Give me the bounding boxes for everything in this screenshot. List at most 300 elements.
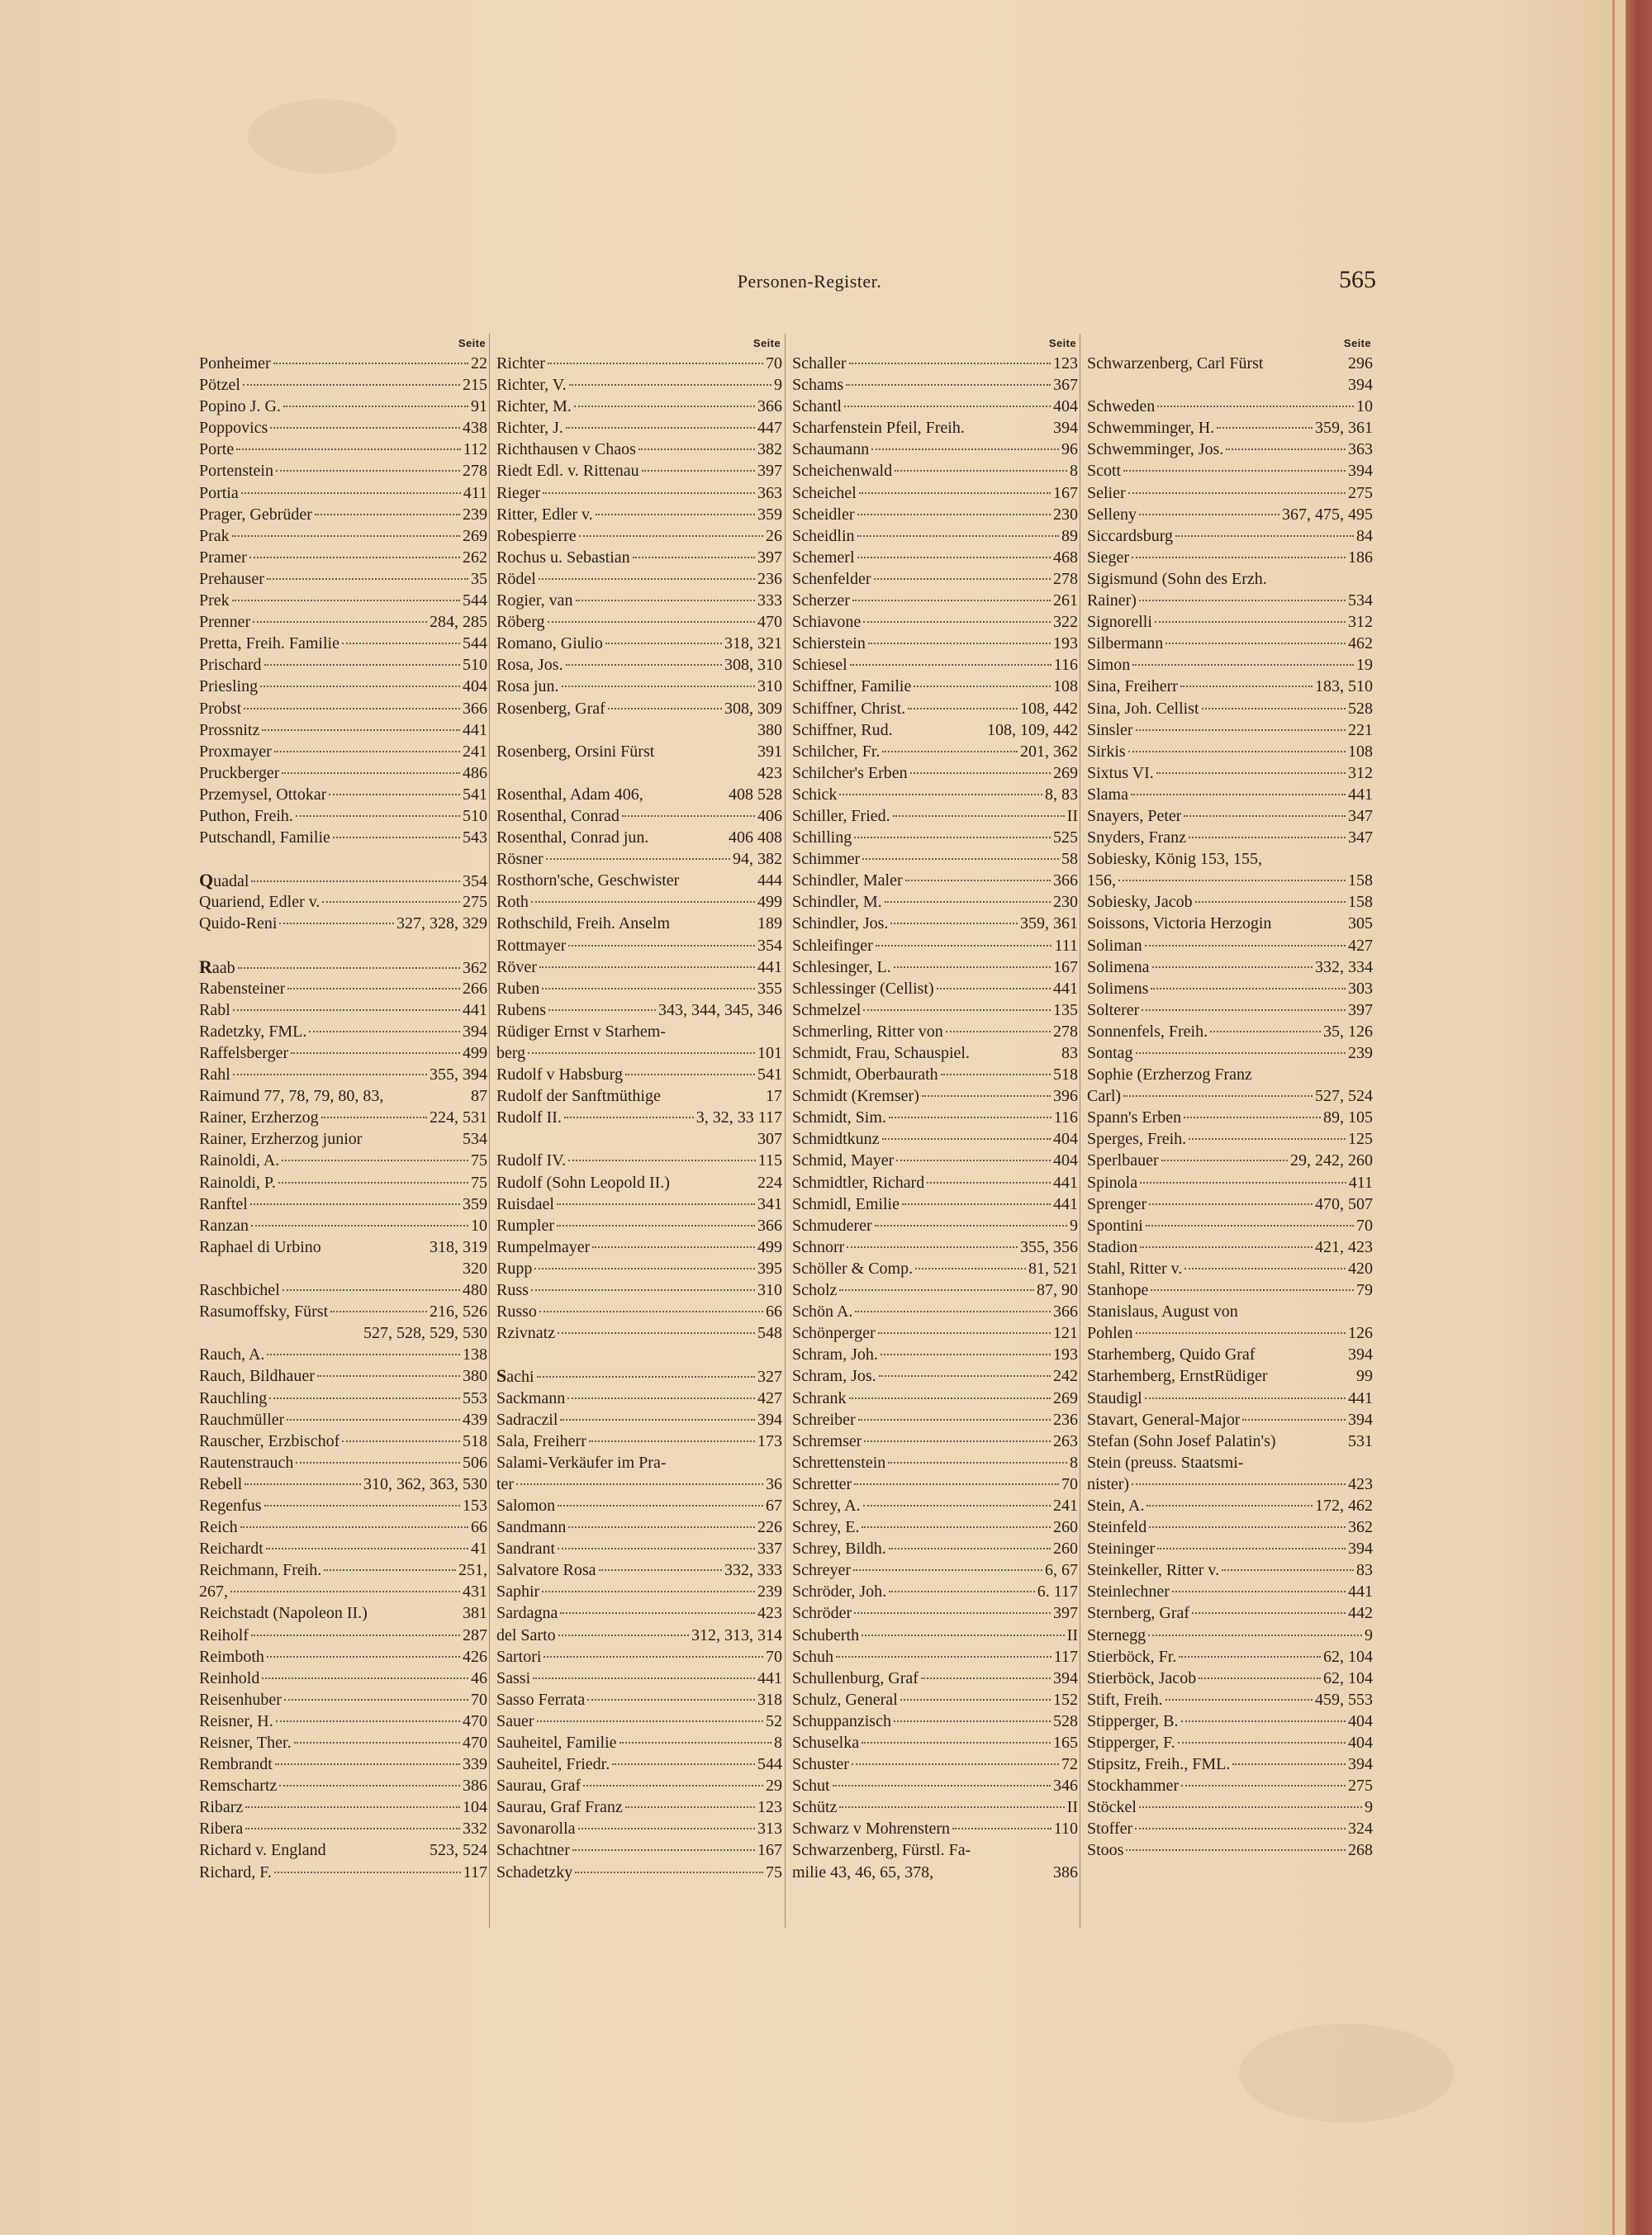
entry-pages: 318, 319 xyxy=(430,1237,487,1256)
dot-leader xyxy=(566,664,722,666)
dot-leader xyxy=(864,1440,1051,1442)
entry-name: nister) xyxy=(1087,1474,1130,1493)
entry-name: Rumpler xyxy=(496,1216,554,1235)
entry-pages: 241 xyxy=(1053,1496,1078,1515)
dot-leader xyxy=(879,1375,1051,1377)
entry-name: Probst xyxy=(199,699,242,718)
running-head: Personen-Register. xyxy=(737,271,882,292)
index-entry xyxy=(496,654,782,676)
index-entry xyxy=(496,1753,782,1775)
index-entry xyxy=(1087,1711,1373,1732)
dot-leader xyxy=(245,1828,460,1829)
index-entry xyxy=(1087,805,1373,827)
dot-leader xyxy=(849,363,1051,364)
entry-pages: 9 xyxy=(1365,1625,1373,1644)
index-entry xyxy=(199,870,487,891)
entry-pages: 441 xyxy=(1053,1194,1078,1213)
entry-pages: 359 xyxy=(463,1194,487,1213)
index-entry xyxy=(496,460,782,482)
entry-name: Sinsler xyxy=(1087,720,1133,739)
index-entry xyxy=(199,1775,487,1796)
entry-pages: 541 xyxy=(463,785,487,804)
entry-name: Rabl xyxy=(199,1000,230,1019)
entry-pages: 87, 90 xyxy=(1037,1281,1078,1300)
entry-pages: 241 xyxy=(463,742,487,761)
entry-name: Remschartz xyxy=(199,1777,278,1796)
entry-name: 267, xyxy=(199,1583,228,1602)
entry-pages: 123 xyxy=(757,1798,782,1817)
dot-leader xyxy=(284,1699,468,1701)
entry-name: Sauer xyxy=(496,1711,534,1730)
index-entry-continuation xyxy=(199,1258,487,1279)
entry-pages: 470 xyxy=(463,1711,487,1730)
entry-pages: 251, xyxy=(458,1561,487,1580)
entry-name: Prek xyxy=(199,591,230,610)
entry-name: Scott xyxy=(1087,462,1122,481)
index-entry xyxy=(792,935,1078,956)
dot-leader xyxy=(1192,1612,1346,1614)
dot-leader xyxy=(1155,621,1346,623)
entry-pages: 104 xyxy=(463,1798,487,1817)
index-entry xyxy=(1087,676,1373,697)
entry-pages: 441 xyxy=(1053,979,1078,998)
entry-pages: 499 xyxy=(757,1237,782,1256)
entry-name: Stavart, General-Major xyxy=(1087,1410,1241,1429)
index-entry xyxy=(199,978,487,999)
entry-pages: 221 xyxy=(1348,720,1373,739)
index-entry xyxy=(496,1711,782,1732)
entry-name: Snayers, Peter xyxy=(1087,806,1182,825)
entry-name: Schilcher, Fr. xyxy=(792,742,881,761)
entry-name: Schmidl, Emilie xyxy=(792,1194,900,1213)
entry-name: Pohlen xyxy=(1087,1324,1133,1343)
entry-name: Solimena xyxy=(1087,957,1150,976)
entry-pages: 441 xyxy=(757,1668,782,1687)
index-entry xyxy=(1087,654,1373,676)
dot-leader xyxy=(589,1440,755,1442)
index-entry xyxy=(1087,1365,1373,1387)
dot-leader xyxy=(863,621,1051,623)
entry-name: Steinkeller, Ritter v. xyxy=(1087,1561,1220,1580)
index-entry xyxy=(792,482,1078,504)
entry-pages: 17 xyxy=(766,1087,782,1106)
page-header xyxy=(0,266,1626,304)
dot-leader xyxy=(287,988,460,989)
entry-name: Scheichenwald xyxy=(792,462,893,481)
entry-pages: 470 xyxy=(463,1734,487,1752)
entry-pages: 186 xyxy=(1348,548,1373,567)
entry-name: Stefan (Sohn Josef Palatin's) xyxy=(1087,1431,1276,1450)
index-entry xyxy=(1087,784,1373,805)
dot-leader xyxy=(264,1505,460,1507)
index-entry xyxy=(199,741,487,762)
entry-name: Schimmer xyxy=(792,850,861,869)
dot-leader xyxy=(1142,1009,1346,1011)
entry-pages: 268 xyxy=(1348,1841,1373,1860)
index-entry xyxy=(792,1388,1078,1409)
entry-pages: 548 xyxy=(757,1324,782,1343)
index-entry xyxy=(199,1452,487,1473)
entry-name: Schuberth xyxy=(792,1625,860,1644)
dot-leader xyxy=(537,1720,763,1722)
entry-name: Schmidt (Kremser) xyxy=(792,1087,919,1106)
entry-pages: 324 xyxy=(1348,1820,1373,1839)
entry-pages: 337 xyxy=(757,1540,782,1559)
entry-name: Schwarzenberg, Fürstl. Fa- xyxy=(792,1841,971,1860)
dot-leader xyxy=(889,1591,1035,1592)
entry-pages: 367 xyxy=(1053,376,1078,395)
entry-pages: 123 xyxy=(1053,354,1078,372)
entry-name: Rosa jun. xyxy=(496,677,559,696)
entry-name: Slama xyxy=(1087,785,1128,804)
dot-leader xyxy=(558,1332,755,1334)
index-entry xyxy=(1087,1409,1373,1431)
entry-name: Steinfeld xyxy=(1087,1518,1147,1537)
entry-pages: 318 xyxy=(757,1690,782,1709)
index-entry xyxy=(496,504,782,525)
entry-name: Portenstein xyxy=(199,462,273,481)
dot-leader xyxy=(625,1074,755,1075)
index-entry xyxy=(496,978,782,999)
dot-leader xyxy=(1126,1849,1346,1851)
dot-leader xyxy=(941,1074,1051,1075)
entry-name: Scheidlin xyxy=(792,526,855,545)
entry-pages: 278 xyxy=(1053,569,1078,588)
index-entry xyxy=(792,1495,1078,1516)
dot-leader xyxy=(854,837,1051,838)
dot-leader xyxy=(1149,1526,1346,1528)
entry-pages: 260 xyxy=(1053,1540,1078,1559)
entry-name: Priesling xyxy=(199,677,259,696)
entry-name: Snyders, Franz xyxy=(1087,828,1186,847)
entry-pages: 354 xyxy=(757,936,782,955)
dot-leader xyxy=(914,686,1051,687)
dot-leader xyxy=(1151,988,1346,989)
index-entry xyxy=(792,1753,1078,1775)
dot-leader xyxy=(1140,1182,1346,1184)
entry-pages: 333 xyxy=(757,591,782,610)
entry-name: Ranftel xyxy=(199,1194,248,1213)
entry-pages: 121 xyxy=(1053,1324,1078,1343)
entry-name: Richter, M. xyxy=(496,397,572,416)
dot-leader xyxy=(1136,1332,1346,1334)
entry-pages: 359, 361 xyxy=(1315,419,1373,438)
dot-leader xyxy=(342,643,460,644)
dot-leader xyxy=(855,1311,1051,1312)
index-entry xyxy=(1087,1172,1373,1193)
entry-name: Puthon, Freih. xyxy=(199,806,293,825)
entry-name: Silbermann xyxy=(1087,634,1164,653)
entry-name: Soissons, Victoria Herzogin xyxy=(1087,914,1272,933)
index-entry xyxy=(1087,1753,1373,1775)
entry-pages: 158 xyxy=(1348,871,1373,890)
entry-pages: 359 xyxy=(757,505,782,524)
entry-pages: 363 xyxy=(1348,440,1373,459)
entry-pages: 332, 334 xyxy=(1315,957,1373,976)
entry-name: Rödel xyxy=(496,569,536,588)
dot-leader xyxy=(836,1656,1051,1658)
entry-name: Radetzky, FML. xyxy=(199,1022,307,1041)
entry-name: Rosenberg, Orsini Fürst xyxy=(496,742,655,761)
entry-pages: 362 xyxy=(463,958,487,977)
dot-leader xyxy=(539,1311,763,1312)
index-entry xyxy=(1087,1495,1373,1516)
index-entry xyxy=(496,1452,782,1473)
dot-leader xyxy=(578,1828,755,1829)
entry-pages: 347 xyxy=(1348,806,1373,825)
dot-leader xyxy=(232,535,460,537)
entry-pages: 224, 531 xyxy=(430,1108,487,1127)
entry-name: Schams xyxy=(792,376,844,395)
entry-pages: 441 xyxy=(463,1000,487,1019)
entry-pages: 421, 423 xyxy=(1315,1237,1373,1256)
dot-leader xyxy=(296,1462,460,1464)
dot-leader xyxy=(564,1117,694,1118)
dot-leader xyxy=(915,1268,1026,1269)
entry-pages: 9 xyxy=(774,376,782,395)
entry-name: Richthausen v Chaos xyxy=(496,440,636,459)
index-entry xyxy=(496,1646,782,1668)
dot-leader xyxy=(253,621,427,623)
dot-leader xyxy=(857,514,1051,515)
dot-leader xyxy=(608,708,722,709)
index-entry xyxy=(199,891,487,913)
entry-pages: 381 xyxy=(463,1604,487,1623)
entry-pages: 8 xyxy=(1070,462,1078,481)
entry-pages: 29 xyxy=(766,1777,782,1796)
index-entry xyxy=(199,762,487,784)
entry-name: Schuselka xyxy=(792,1734,860,1752)
index-entry xyxy=(199,1409,487,1431)
entry-pages: 10 xyxy=(1356,397,1373,416)
index-entry xyxy=(496,1431,782,1452)
dot-leader xyxy=(291,1052,460,1054)
entry-pages: 510 xyxy=(463,656,487,675)
entry-name: Stein, A. xyxy=(1087,1496,1145,1515)
entry-pages: 108, 109, 442 xyxy=(987,720,1078,739)
entry-name: Sala, Freiherr xyxy=(496,1431,586,1450)
dot-leader xyxy=(1184,1117,1321,1118)
index-entry xyxy=(792,504,1078,525)
index-entry xyxy=(792,525,1078,547)
dot-leader xyxy=(1140,1246,1313,1248)
entry-pages: 423 xyxy=(1348,1474,1373,1493)
dot-leader xyxy=(583,1785,763,1787)
entry-name: Schram, Jos. xyxy=(792,1367,876,1386)
entry-pages: 366 xyxy=(1053,871,1078,890)
entry-pages: 215 xyxy=(463,376,487,395)
index-entry xyxy=(199,1602,487,1624)
dot-leader xyxy=(333,837,460,838)
entry-pages: 394 xyxy=(757,1410,782,1429)
entry-pages: 382 xyxy=(757,440,782,459)
entry-pages: 189 xyxy=(757,914,782,933)
entry-name: Reisner, H. xyxy=(199,1711,273,1730)
entry-pages: 341 xyxy=(757,1194,782,1213)
dot-leader xyxy=(1123,1095,1313,1097)
dot-leader xyxy=(266,1548,468,1549)
entry-pages: 278 xyxy=(463,462,487,481)
index-entry xyxy=(199,396,487,417)
index-entry xyxy=(496,1516,782,1538)
entry-name: Schmuderer xyxy=(792,1216,872,1235)
entry-pages: 287 xyxy=(463,1625,487,1644)
dot-leader xyxy=(568,1526,755,1528)
entry-list xyxy=(1087,353,1373,1862)
entry-pages: 115 xyxy=(757,1151,782,1170)
index-entry xyxy=(792,1085,1078,1107)
index-entry xyxy=(792,1796,1078,1818)
entry-name: Ruisdael xyxy=(496,1194,554,1213)
index-entry xyxy=(792,1236,1078,1258)
dot-leader xyxy=(1132,557,1346,558)
dot-leader xyxy=(881,1354,1051,1355)
entry-name: Schremser xyxy=(792,1431,862,1450)
entry-pages: 404 xyxy=(463,677,487,696)
entry-name: Rogier, van xyxy=(496,591,573,610)
index-entry xyxy=(496,1581,782,1602)
index-entry xyxy=(496,676,782,697)
dot-leader xyxy=(882,751,1018,752)
dot-leader xyxy=(296,815,460,817)
entry-name: Schröder, Joh. xyxy=(792,1583,887,1602)
entry-name: Schemerl xyxy=(792,548,855,567)
entry-pages: 332, 333 xyxy=(724,1561,782,1580)
index-entry xyxy=(1087,1581,1373,1602)
entry-name: Schleifinger xyxy=(792,936,873,955)
entry-name: Schadetzky xyxy=(496,1862,573,1881)
entry-pages: 395 xyxy=(757,1259,782,1278)
entry-pages: 3, 32, 33 117 xyxy=(695,1108,782,1127)
entry-pages: 72 xyxy=(1061,1755,1078,1774)
entry-pages: 110 xyxy=(1053,1820,1078,1839)
entry-name: Schulz, General xyxy=(792,1690,898,1709)
entry-name: Richard, F. xyxy=(199,1862,272,1881)
dot-leader xyxy=(937,988,1051,989)
entry-name: Stanislaus, August von xyxy=(1087,1303,1238,1322)
dot-leader xyxy=(905,880,1051,881)
entry-pages: 269 xyxy=(463,526,487,545)
dot-leader xyxy=(279,1785,460,1787)
entry-pages: 165 xyxy=(1053,1734,1078,1752)
entry-pages: 224 xyxy=(757,1173,782,1192)
letter-group-spacer xyxy=(199,935,487,956)
dot-leader xyxy=(537,1376,755,1378)
entry-pages: 26 xyxy=(766,526,782,545)
entry-pages: 58 xyxy=(1061,850,1078,869)
entry-name: Reisenhuber xyxy=(199,1690,282,1709)
entry-name: Stadion xyxy=(1087,1237,1138,1256)
dot-leader xyxy=(240,1526,468,1528)
entry-pages: 404 xyxy=(1053,397,1078,416)
entry-name: Sackmann xyxy=(496,1388,566,1407)
index-entry xyxy=(199,698,487,719)
index-entry xyxy=(792,999,1078,1021)
entry-pages: 67 xyxy=(766,1496,782,1515)
index-entry xyxy=(199,805,487,827)
dot-leader xyxy=(900,1699,1051,1701)
index-entry xyxy=(496,525,782,547)
entry-pages: 355, 394 xyxy=(430,1065,487,1084)
dot-leader xyxy=(250,1203,460,1205)
dot-leader xyxy=(321,1117,427,1118)
entry-pages: 167 xyxy=(1053,957,1078,976)
entry-name: Rudolf II. xyxy=(496,1108,562,1127)
dot-leader xyxy=(946,1031,1051,1032)
entry-name: Schmerling, Ritter von xyxy=(792,1022,943,1041)
entry-name: Stoos xyxy=(1087,1841,1124,1860)
dot-leader xyxy=(1118,880,1346,881)
entry-pages: 111 xyxy=(1054,936,1078,955)
dot-leader xyxy=(921,1677,1051,1679)
entry-pages: 275 xyxy=(1348,483,1373,502)
entry-name: Schick xyxy=(792,785,838,804)
entry-pages: 367, 475, 495 xyxy=(1282,505,1373,524)
index-entry xyxy=(792,719,1078,741)
entry-name: ter xyxy=(496,1474,515,1493)
index-entry xyxy=(792,396,1078,417)
entry-name: Schweden xyxy=(1087,397,1156,416)
index-entry xyxy=(496,1495,782,1516)
entry-name: Robespierre xyxy=(496,526,577,545)
dot-leader xyxy=(849,1397,1051,1399)
index-entry xyxy=(496,611,782,633)
dot-leader xyxy=(579,535,763,537)
entry-name: Portia xyxy=(199,483,239,502)
entry-pages: 108 xyxy=(1348,742,1373,761)
entry-name: Rembrandt xyxy=(199,1755,273,1774)
dot-leader xyxy=(260,686,460,687)
index-entry xyxy=(1087,741,1373,762)
index-entry xyxy=(1087,1388,1373,1409)
entry-name: Sina, Freiherr xyxy=(1087,677,1178,696)
entry-pages: 366 xyxy=(757,397,782,416)
index-entry xyxy=(496,999,782,1021)
dot-leader xyxy=(1232,1763,1346,1765)
index-entry xyxy=(496,827,782,848)
entry-pages: 62, 104 xyxy=(1323,1647,1373,1666)
entry-name: Stoffer xyxy=(1087,1820,1133,1839)
dot-leader xyxy=(262,1677,468,1679)
entry-name: Ponheimer xyxy=(199,354,271,372)
entry-pages: 310, 362, 363, 530 xyxy=(363,1474,487,1493)
entry-name: Rebell xyxy=(199,1474,243,1493)
entry-name: Scherzer xyxy=(792,591,850,610)
entry-name: Saurau, Graf xyxy=(496,1777,582,1796)
entry-pages: 66 xyxy=(471,1518,487,1537)
entry-name: Rubens xyxy=(496,1000,546,1019)
entry-name: Poppovics xyxy=(199,419,268,438)
entry-name: Schaller xyxy=(792,354,847,372)
entry-name: Raffelsberger xyxy=(199,1044,289,1062)
index-entry xyxy=(1087,1431,1373,1452)
entry-name: Rupp xyxy=(496,1259,533,1278)
index-entry xyxy=(1087,1796,1373,1818)
entry-pages: 35, 126 xyxy=(1323,1022,1373,1041)
entry-pages: 116 xyxy=(1053,1108,1078,1127)
dot-leader xyxy=(342,1440,460,1442)
index-entry xyxy=(1087,353,1373,374)
entry-pages: 480 xyxy=(463,1281,487,1300)
index-entry xyxy=(792,1625,1078,1646)
entry-name: Salvatore Rosa xyxy=(496,1561,596,1580)
index-entry xyxy=(1087,956,1373,978)
index-entry xyxy=(1087,1452,1373,1473)
index-entry xyxy=(199,1839,487,1861)
entry-pages: 327, 328, 329 xyxy=(396,914,487,933)
dot-leader xyxy=(572,1849,755,1851)
index-entry xyxy=(1087,870,1373,891)
